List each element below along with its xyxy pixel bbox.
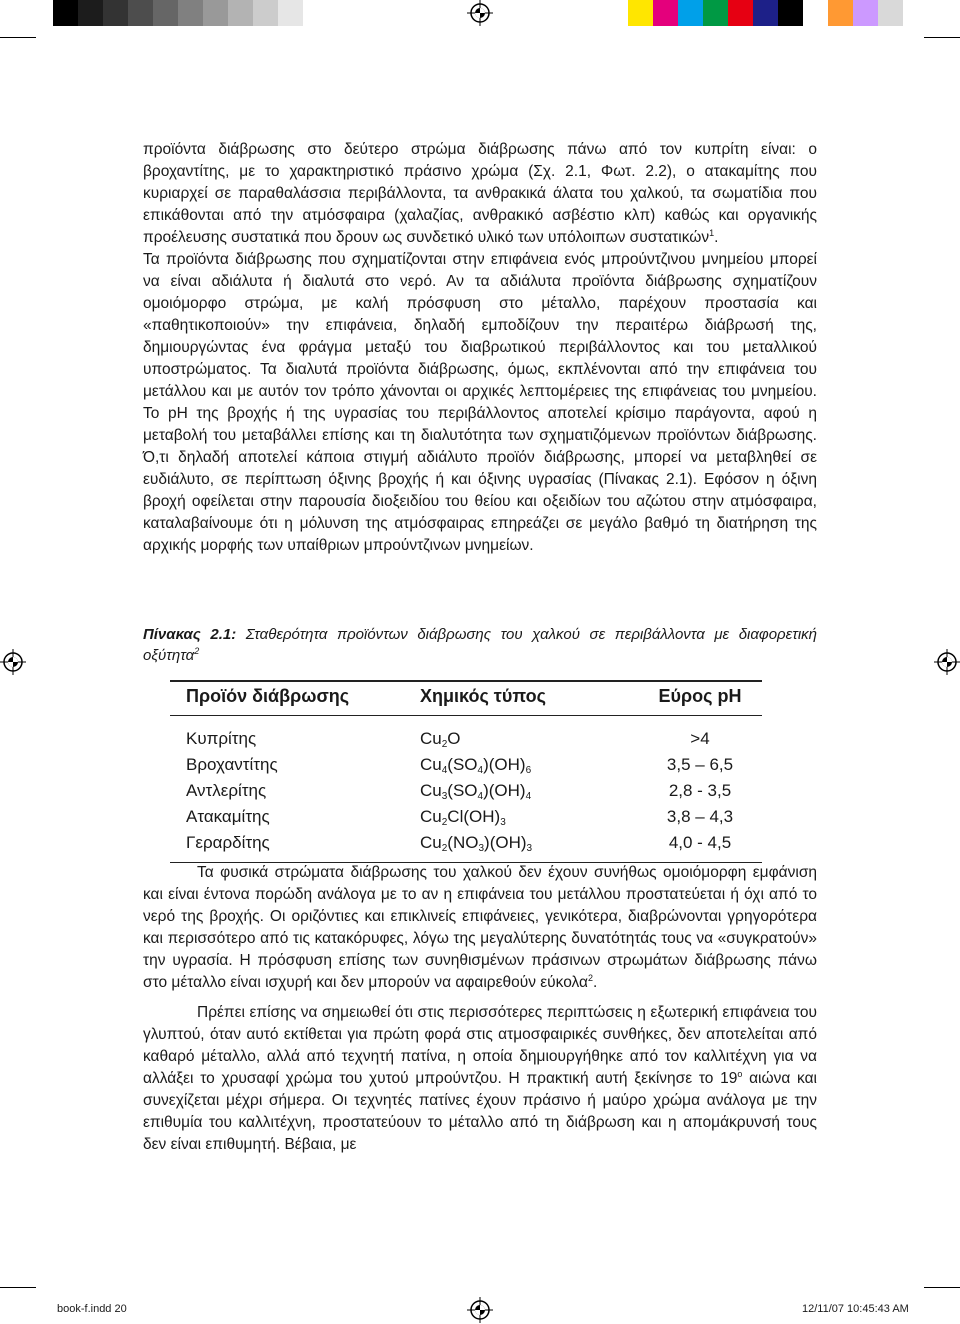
color-swatch <box>53 0 78 26</box>
corrosion-products-table <box>170 680 762 863</box>
color-swatch <box>778 0 803 26</box>
paragraph-3: Τα φυσικά στρώματα διάβρωσης του χαλκού δεν έχουν συνήθως ομοιόμορφη εμφάνιση και είναι έντονα πορώδη ανάλογα με το αν η επιφάνεια του μετάλλου προστατεύεται ή όχι από το νερό της βροχής. Οι οριζόντιες και επικλινείς επιφάνειες, γενικότερα, διαβρώνονται γρηγορότερα και περισσότερο από τις κατακόρυφες, λόγω της μεγαλύτερης δυνατότητάς τους να «συγκρατούν» την υγρασία. Η πρόσφυση επίσης των συνηθισμένων πράσινων στρωμάτων διάβρωσης πάνω στο μέταλλο είναι ισχυρή και δεν μπορούν να αφαιρεθούν εύκολα$^2$. <box>143 864 817 991</box>
crop-mark <box>0 1287 36 1288</box>
formula-cell: $Cu_2O$ <box>420 729 461 750</box>
ph-range-cell: >4 <box>690 729 710 748</box>
column-header: Χημικός τύπος <box>404 681 638 716</box>
body-text-bottom <box>143 862 817 1156</box>
column-header: Προϊόν διάβρωσης <box>170 681 404 716</box>
color-swatch <box>678 0 703 26</box>
table-row <box>170 716 762 753</box>
formula-cell: $Cu_2(NO_3)(OH)_3$ <box>404 830 638 863</box>
table-caption: Πίνακας 2.1: Σταθερότητα προϊόντων διάβρωσης του χαλκού σε περιβάλλοντα με διαφορετική οξύτητα$^2$ <box>143 626 818 664</box>
crop-mark <box>924 37 960 38</box>
color-swatch <box>228 0 253 26</box>
ph-range-cell: 4,0 - 4,5 <box>638 830 762 863</box>
product-name-cell: Γεραρδίτης <box>170 830 404 863</box>
registration-mark-icon <box>0 649 26 675</box>
ph-range-cell: 3,5 – 6,5 <box>666 755 734 774</box>
paragraph-1: προϊόντα διάβρωσης στο δεύτερο στρώμα διάβρωσης πάνω από τον κυπρίτη είναι: ο βροχαντίτης, με το χαρακτηριστικό πράσινο χρώμα (Σχ. 2.1, Φωτ. 2.2), ο ατακαμίτης που κυριαρχεί σε παραθαλάσσια περιβάλλοντα, τα ανθρακικά άλατα του χαλκού, τα σωματίδια που επικάθονται από την ατμόσφαιρα (χαλαζίας, ανθρακικό ασβέστιο κλπ) καθώς και οργανικής προέλευσης συστατικά που δρουν ως συνδετικό υλικό των υπόλοιπων συστατικών$^1$. <box>143 141 817 246</box>
color-swatch <box>278 0 303 26</box>
caption-label: Πίνακας 2.1: <box>143 626 237 643</box>
color-swatch <box>128 0 153 26</box>
color-swatch <box>303 0 328 26</box>
footer-file-label: book-f.indd 20 <box>57 1303 127 1315</box>
caption-text: Σταθερότητα προϊόντων διάβρωσης του χαλκού σε περιβάλλοντα με διαφορετική οξύτητα <box>143 626 818 664</box>
product-name-cell: Βροχαντίτης <box>186 755 278 774</box>
color-swatch <box>628 0 653 26</box>
crop-mark <box>0 37 36 38</box>
product-name-cell: Ατακαμίτης <box>186 807 270 826</box>
column-header: Εύρος pH <box>638 681 762 716</box>
table-row <box>170 804 762 830</box>
color-swatch <box>803 0 828 26</box>
product-name-cell: Κυπρίτης <box>186 729 257 748</box>
table-header-row <box>170 681 762 716</box>
ph-range-cell: 3,8 – 4,3 <box>666 807 734 826</box>
product-name-cell: Αντλερίτης <box>186 781 267 800</box>
color-swatch <box>78 0 103 26</box>
footer-timestamp: 12/11/07 10:45:43 AM <box>802 1303 909 1315</box>
color-swatch <box>728 0 753 26</box>
color-swatch <box>153 0 178 26</box>
color-swatch <box>103 0 128 26</box>
registration-mark-icon <box>467 0 493 26</box>
color-swatch <box>178 0 203 26</box>
color-swatch <box>853 0 878 26</box>
registration-mark-icon <box>467 1297 493 1323</box>
color-swatch <box>753 0 778 26</box>
color-swatch <box>203 0 228 26</box>
formula-cell: $Cu_2Cl(OH)_3$ <box>420 807 506 828</box>
body-text-top <box>143 139 817 557</box>
table-row <box>170 778 762 804</box>
process-color-bar <box>628 0 903 26</box>
color-swatch <box>253 0 278 26</box>
paragraph-4: Πρέπει επίσης να σημειωθεί ότι στις περισσότερες περιπτώσεις η εξωτερική επιφάνεια του γλυπτού, όταν αυτό εκτίθεται για πρώτη φορά στις ατμοσφαιρικές συνθήκες, δεν αποτελείται από καθαρό μέταλλο, αλλά από τεχνητή πατίνα, η οποία δημιουργήθηκε από τον καλλιτέχνη για να αλλάξει το χρυσαφί χρώμα του χυτού μπρούντζου. Η πρακτική αυτή ξεκίνησε το $19^o$ αιώνα και συνεχίζεται μέχρι σήμερα. Οι τεχνητές πατίνες έχουν πράσινο ή μαύρο χρώμα ανάλογα με την επιθυμία του καλλιτέχνη, προστατεύουν το μέταλλο από τη διάβρωση και η απομάκρυνσή τους δεν είναι επιθυμητή. Βέβαια, με <box>143 1004 817 1153</box>
table-row <box>170 830 762 863</box>
registration-mark-icon <box>934 649 960 675</box>
formula-cell: $Cu_4(SO_4)(OH)_6$ <box>420 755 532 776</box>
color-swatch <box>653 0 678 26</box>
table-row <box>170 752 762 778</box>
paragraph-2: Τα προϊόντα διάβρωσης που σχηματίζονται στην επιφάνεια ενός μπρούντζινου μνημείου μπορεί να είναι αδιάλυτα ή διαλυτά στο νερό. Αν τα αδιάλυτα προϊόντα διάβρωσης σχηματίζουν ομοιόμορφο στρώμα, με καλή πρόσφυση στο μέταλλο, παρέχουν προστασία και «παθητικοποιούν» την επιφάνεια, δηλαδή εμποδίζουν την περαιτέρω διάβρωσή της, δημιουργώντας ένα φράγμα μεταξύ του διαβρωτικού περιβάλλοντος και του μεταλλικού υποστρώματος. Τα διαλυτά προϊόντα διάβρωσης, όμως, εκπλένονται από την επιφάνεια του μετάλλου και με αυτόν τον τρόπο χάνονται οι αρχικές λεπτομέρειες της επιφάνειας του μνημείου. Το pH της βροχής ή της υγρασίας του περιβάλλοντος αποτελεί κρίσιμο παράγοντα, αφού η μεταβολή του μεταβάλλει επίσης και τη διαλυτότητα των σχηματιζόμενων προϊόντων διάβρωσης. Ό,τι δηλαδή αποτελεί κάποια στιγμή αδιάλυτο προϊόν διάβρωσης, μπορεί να μεταβληθεί σε ευδιάλυτο, σε περίπτωση όξινης βροχής ή και όξινης υγρασίας (Πίνακας 2.1). Εφόσον η όξινη βροχή οφείλεται στην παρουσία διοξειδίου του θείου και οξειδίων του αζώτου στην ατμόσφαιρα, καταλαβαίνουμε ότι η μόλυνση της ατμόσφαιρας επηρεάζει σε μεγάλο βαθμό τη διατήρηση της αρχικής μορφής των υπαίθριων μπρούντζινων μνημείων. <box>143 251 817 554</box>
color-swatch <box>828 0 853 26</box>
formula-cell: $Cu_3(SO_4)(OH)_4$ <box>420 781 532 802</box>
ph-range-cell: 2,8 - 3,5 <box>668 781 732 800</box>
grayscale-color-bar <box>53 0 328 26</box>
crop-mark <box>924 1287 960 1288</box>
color-swatch <box>878 0 903 26</box>
color-swatch <box>703 0 728 26</box>
